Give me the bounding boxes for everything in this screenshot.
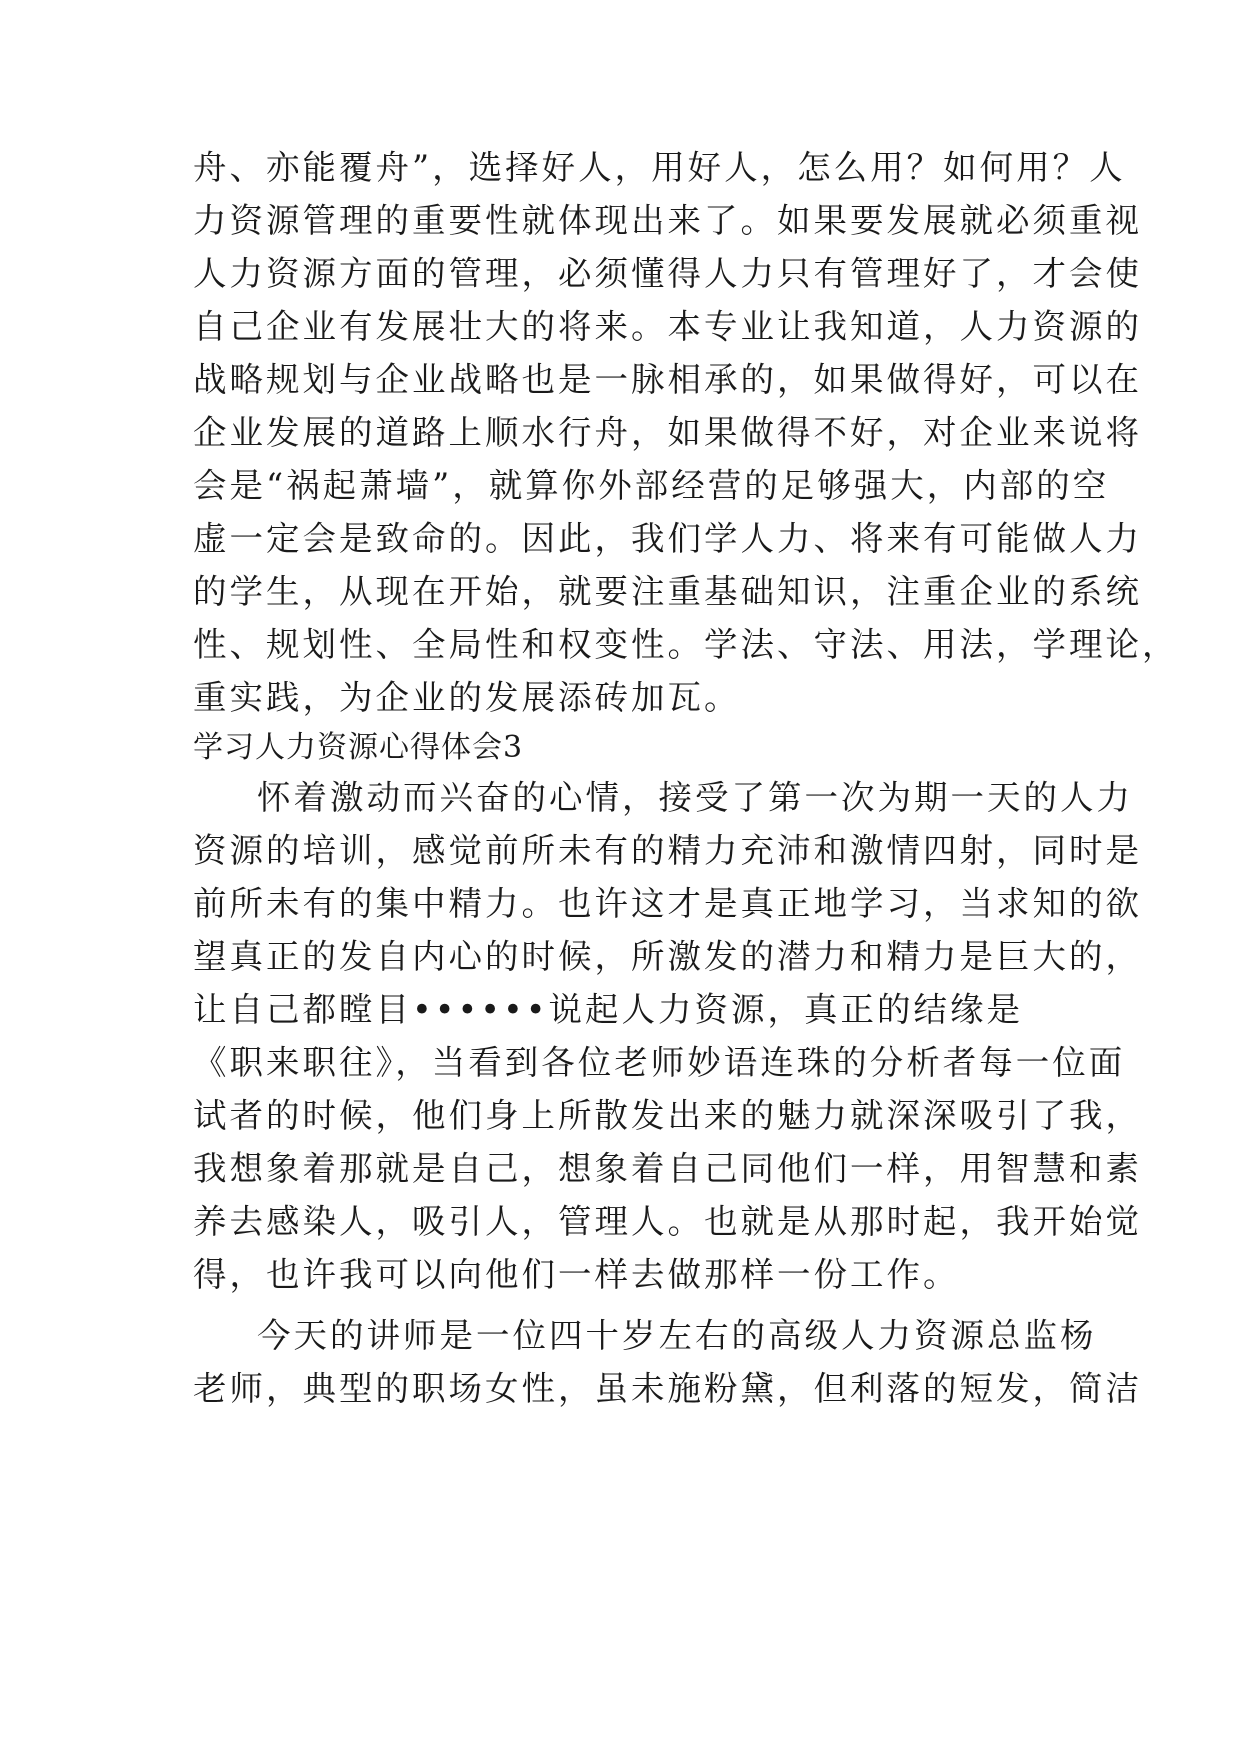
paragraph-line: 让自己都瞠目••••••说起人力资源，真正的结缘是 xyxy=(193,990,1024,1029)
paragraph-line: 人力资源方面的管理，必须懂得人力只有管理好了，才会使 xyxy=(193,254,1142,293)
paragraph-line: 自己企业有发展壮大的将来。本专业让我知道，人力资源的 xyxy=(193,307,1142,346)
paragraph-line: 虚一定会是致命的。因此，我们学人力、将来有可能做人力 xyxy=(193,519,1142,558)
paragraph-line: 《职来职往》，当看到各位老师妙语连珠的分析者每一位面 xyxy=(193,1043,1126,1082)
paragraph-line: 的学生，从现在开始，就要注重基础知识，注重企业的系统 xyxy=(193,572,1142,611)
paragraph-line: 重实践，为企业的发展添砖加瓦。 xyxy=(193,678,741,717)
paragraph-line: 舟、亦能覆舟”，选择好人，用好人，怎么用？如何用？人 xyxy=(193,148,1126,187)
paragraph-line: 今天的讲师是一位四十岁左右的高级人力资源总监杨 xyxy=(257,1316,1097,1355)
paragraph-line: 战略规划与企业战略也是一脉相承的，如果做得好，可以在 xyxy=(193,360,1142,399)
paragraph-line: 得，也许我可以向他们一样去做那样一份工作。 xyxy=(193,1255,960,1294)
section-heading: 学习人力资源心得体会3 xyxy=(193,730,524,765)
paragraph-line: 望真正的发自内心的时候，所激发的潜力和精力是巨大的， xyxy=(193,937,1142,976)
paragraph-line: 试者的时候，他们身上所散发出来的魅力就深深吸引了我， xyxy=(193,1096,1142,1135)
paragraph-line: 前所未有的集中精力。也许这才是真正地学习，当求知的欲 xyxy=(193,884,1142,923)
paragraph-line: 资源的培训，感觉前所未有的精力充沛和激情四射，同时是 xyxy=(193,831,1142,870)
paragraph-line: 我想象着那就是自己，想象着自己同他们一样，用智慧和素 xyxy=(193,1149,1142,1188)
paragraph-line: 企业发展的道路上顺水行舟，如果做得不好，对企业来说将 xyxy=(193,413,1142,452)
paragraph-line: 老师，典型的职场女性，虽未施粉黛，但利落的短发，简洁 xyxy=(193,1369,1142,1408)
paragraph-line: 养去感染人，吸引人，管理人。也就是从那时起，我开始觉 xyxy=(193,1202,1142,1241)
paragraph-line: 怀着激动而兴奋的心情，接受了第一次为期一天的人力 xyxy=(257,778,1133,817)
paragraph-line: 性、规划性、全局性和权变性。学法、守法、用法，学理论， xyxy=(193,625,1179,664)
paragraph-line: 会是“祸起萧墙”，就算你外部经营的足够强大，内部的空 xyxy=(193,466,1110,505)
paragraph-line: 力资源管理的重要性就体现出来了。如果要发展就必须重视 xyxy=(193,201,1142,240)
